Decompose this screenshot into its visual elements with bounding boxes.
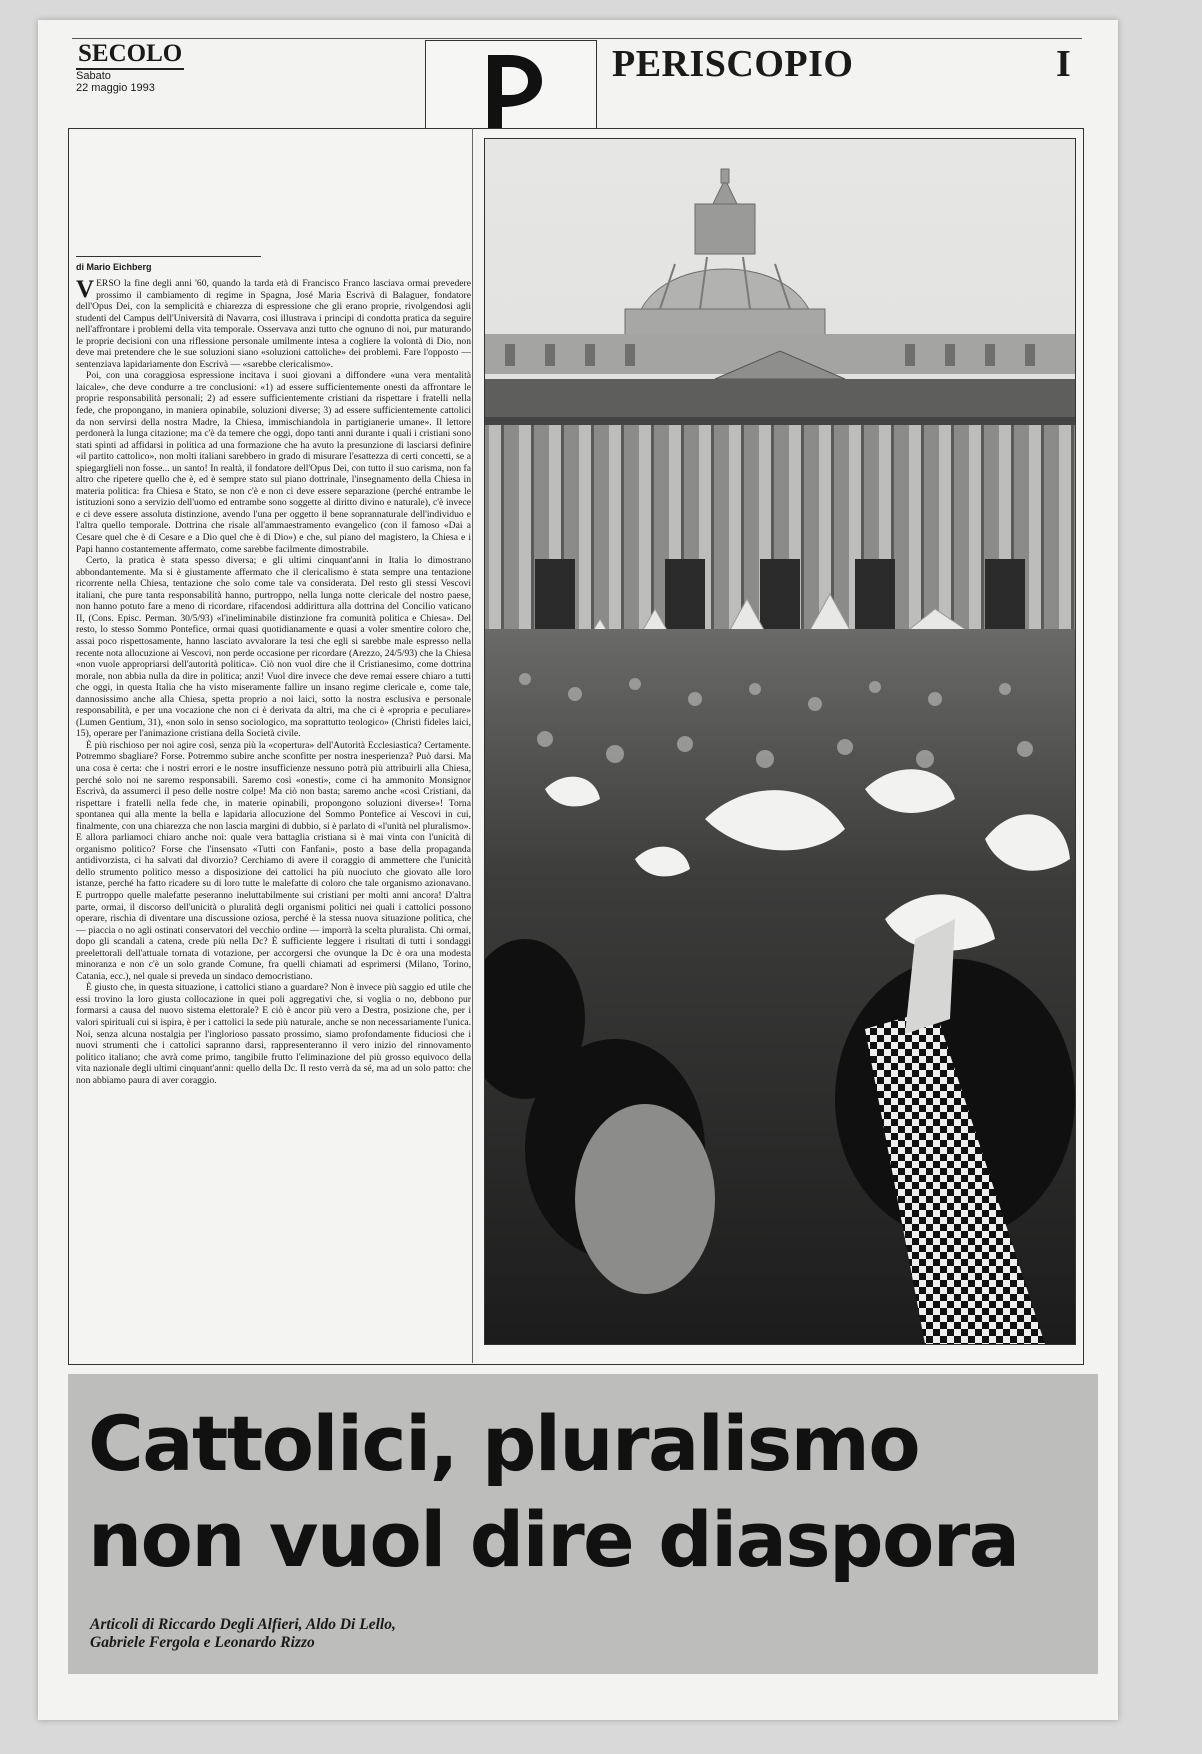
article-paragraph: Certo, la pratica è stata spesso diversa; e gli ultimi cinquant'anni in Italia lo dimostrano abbondantemente. Ma si è giustamente affermato che il clericalismo è stata sempre una tentazione ricorrente nella Chiesa, tentazione che solo come tale va considerata. Del resto gli stessi Vescovi italiani, che pure tanta responsabilità hanno, purtroppo, nella lunga notte clericale del nostro paese, non hanno potuto fare a meno di ricordare, rifacendosi addirittura alla dottrina del Concilio vaticano II, (Cons. Episc. Perman. 30/5/93) «l'ineliminabile distinzione fra comunità politica e Chiesa». Del resto, lo stesso Sommo Pontefice, ormai quasi quotidianamente e quasi a voler smentire coloro che, assai poco rispettosamente, hanno lasciato avvalorare la tesi che egli si sarebbe male espresso nella recente nota allocuzione ai Vescovi, non perde occasione per ricordare (Arezzo, 24/5/93) che la Chiesa «non vuole appropriarsi dell'autorità politica». Ciò non vuol dire che il Cristianesimo, come dottrina morale, non abbia nulla da dire in politica; anzi! Vuol dire invece che deve remai essere chiaro a tutti che oggi, in questa Italia che ha visto miseramente fallire un insano regime clericale e, come tale, dannosissimo anche alla Chiesa, spetta proprio a noi laici, sotto la nostra esclusiva e personale responsabilità, e per una vocazione che non ci è derivata da altri, ma che ci è «propria e peculiare» (Lumen Gentium, 31), «non solo in senso sociologico, ma soprattutto teologico» (Christi fideles laici, 15), operare per l'animazione cristiana della Società civile. — [76, 555, 471, 740]
article-paragraph: È più rischioso per noi agire così, senza più la «copertura» dell'Autorità Ecclesiastica? Certamente. Potremmo sbagliare? Forse. Potremmo subire anche sconfitte per nostra inesperienza? Può darsi. Ma una cosa è certa: che i nostri errori e le nostre insufficienze nessuno potrà più attribuirli alla Chiesa, perché solo noi ne saremo responsabili. Saremo così «onesti», come ci ha ammonito Monsignor Escrivà, da assumerci il peso delle nostre colpe! Ma ciò non basta; saremo anche «così Cristiani, da rispettare i fratelli nella fede che, in materie opinabili, propongono soluzioni diverse»! Torna spontanea qui alla mente la bella e lapidaria allocuzione del Sommo Pontefice ai Vescovi in cui, finalmente, con una chiarezza che non lascia margini di dubbio, si è parlato di «l'unità nel pluralismo». E allora parliamoci chiaro anche noi: quale vera battaglia cristiana si è mai vinta con l'unicità di organismo politico? Forse che l'insensato «Tutti con Fanfani», posto a base della propaganda antidivorzista, ci ha salvati dal divorzio? Cerchiamo di avere il coraggio di ammettere che l'unicità dello strumento politico messo a disposizione dei cattolici ha più nuociuto che giovato alle loro istanze, perché ha fatto ricadere su di loro tutte le malefatte di coloro che tale organismo azionavano. E purtroppo quelle malefatte peseranno ineluttabilmente sui cristiani per molti anni ancora! D'altra parte, ormai, il discorso dell'unicità o pluralità degli organismi politici nei quali i cattolici possono operare, rischia di diventare una discussione oziosa, perché è la stessa nuova situazione politica, che — piaccia o no agli ostinati conservatori del vecchio ordine — imporrà la scelta pluralista. Chi ormai, dopo gli scandali a catena, crede più nella Dc? È sufficiente leggere i risultati di tutti i sondaggi preelettorali dell'attuale tornata di votazione, per accorgersi che ovunque la Dc è ora una modesta minoranza e non c'è un solo grande Comune, fra quelli chiamati ad esprimersi (Milano, Torino, Catania, ecc.), nel quale si preveda un sindaco democristiano. — [76, 739, 471, 982]
headline-line-2: non vuol dire diaspora — [88, 1495, 1019, 1584]
masthead — [76, 40, 184, 94]
issue-date: 22 maggio 1993 — [76, 82, 155, 94]
page-number: I — [1056, 43, 1071, 85]
credits — [90, 1616, 810, 1652]
headline-line-1: Cattolici, pluralismo — [88, 1399, 920, 1488]
top-rule — [72, 38, 1082, 39]
article-paragraph: È giusto che, in questa situazione, i cattolici stiano a guardare? Non è invece più saggio ed utile che essi trovino la loro giusta collocazione in quei poli aggregativi che, si voglia o no, debbono pur formarsi a causa del nuovo sistema elettorale? E ciò è ancor più vero a Destra, posizione che, per i valori spirituali cui si ispira, è per i cattolici la sede più naturale, anche se non necessariamente l'unica. Noi, senza alcuna nostalgia per l'inglorioso passato prossimo, siamo profondamente fiduciosi che i nuovi strumenti che i cattolici sapranno darsi, rappresenteranno il vero inizio del rinnovamento politico italiano; che avrà come primo, tangibile frutto l'eliminazione del più grosso equivoco della vita nazionale degli ultimi cinquant'anni: quello della Dc. Il resto verrà da sé, ma ad un solo patto: che non abbiamo paura di aver coraggio. — [76, 982, 471, 1086]
drop-cap: V — [76, 278, 95, 303]
credits-line-2: Gabriele Fergola e Leonardo Rizzo — [90, 1634, 315, 1651]
st-peters-square-crowd-photo — [484, 138, 1076, 1345]
newspaper-name: SECOLO — [76, 40, 184, 70]
column-divider — [472, 128, 473, 1363]
credits-line-1: Articoli di Riccardo Degli Alfieri, Aldo Di Lello, — [90, 1616, 396, 1633]
byline-rule — [76, 256, 261, 257]
article-paragraph: Poi, con una coraggiosa espressione incitava i suoi giovani a diffondere «una vera mentalità laicale», che deve condurre a tre conclusioni: «1) ad essere sufficientemente onesti da affrontare le proprie responsabilità personali; 2) ad essere sufficientemente cristiani da rispettare i fratelli nella fede, che propongano, in maniera opinabile, soluzioni diverse; 3) ad essere sufficientemente cattolici da non servirsi della nostra Madre, la Chiesa, immischiandola in partigianerie umane». Il lettore perdonerà la lunga citazione; ma c'è da temere che oggi, dopo tanti anni durante i quali i cristiani sono stati spinti ad affidarsi in politica ad una formazione che ha avuto la presunzione di lasciarsi definire «il partito cattolico», non molti italiani sarebbero in grado di misurare l'esattezza di certi concetti, se a spiegarglieli non fosse... un santo! In realtà, il fondatore dell'Opus Dei, con tutto il suo carisma, non fa altro che ripetere quello che è, ed è sempre stato sul piano dottrinale, l'insegnamento della Chiesa in materia politica: fra Chiesa e Stato, se non c'è e non ci deve essere separazione (perché entrambe le istituzioni sono a servizio dell'uomo ed entrambe sono soggette al diritto divino e naturale), c'è invece e ci deve essere assoluta distinzione, avendo l'una per oggetto il bene soprannaturale dell'individuo e l'altra quello temporale. Dottrina che risale all'ammaestramento evangelico (con il famoso «Dai a Cesare quel che è di Cesare e a Dio quel che è di Dio») e che, sul piano del magistero, la Chiesa e i Papi hanno costantemente affermato, come sarebbe facilmente dimostrabile. — [76, 370, 471, 555]
article-body — [76, 278, 471, 1358]
headline — [88, 1396, 1078, 1588]
section-title: PERISCOPIO — [612, 43, 854, 85]
article-paragraph: VERSO la fine degli anni '60, quando la tarda età di Francisco Franco lasciava ormai prevedere prossimo il cambiamento di regime in Spagna, José Maria Escrivà di Balaguer, fondatore dell'Opus Dei, con la semplicità e chiarezza di espressione che gli erano proprie, rivolgendosi agli studenti del Campus dell'Università di Navarra, così illustrava i principi di condotta pratica da seguire nell'affrontare i problemi della vita temporale. Osservava anzi tutto che ognuno di noi, pur maturando le proprie decisioni con una riflessione personale umilmente intesa a cogliere la volontà di Dio, non deve mai pretendere che le sue soluzioni siano «soluzioni cattoliche» dei problemi. Fare l'opposto — sentenziava lapidariamente don Escrivà — «sarebbe clericalismo». — [76, 278, 471, 370]
issue-day: Sabato — [76, 70, 111, 82]
byline: di Mario Eichberg — [76, 262, 152, 272]
